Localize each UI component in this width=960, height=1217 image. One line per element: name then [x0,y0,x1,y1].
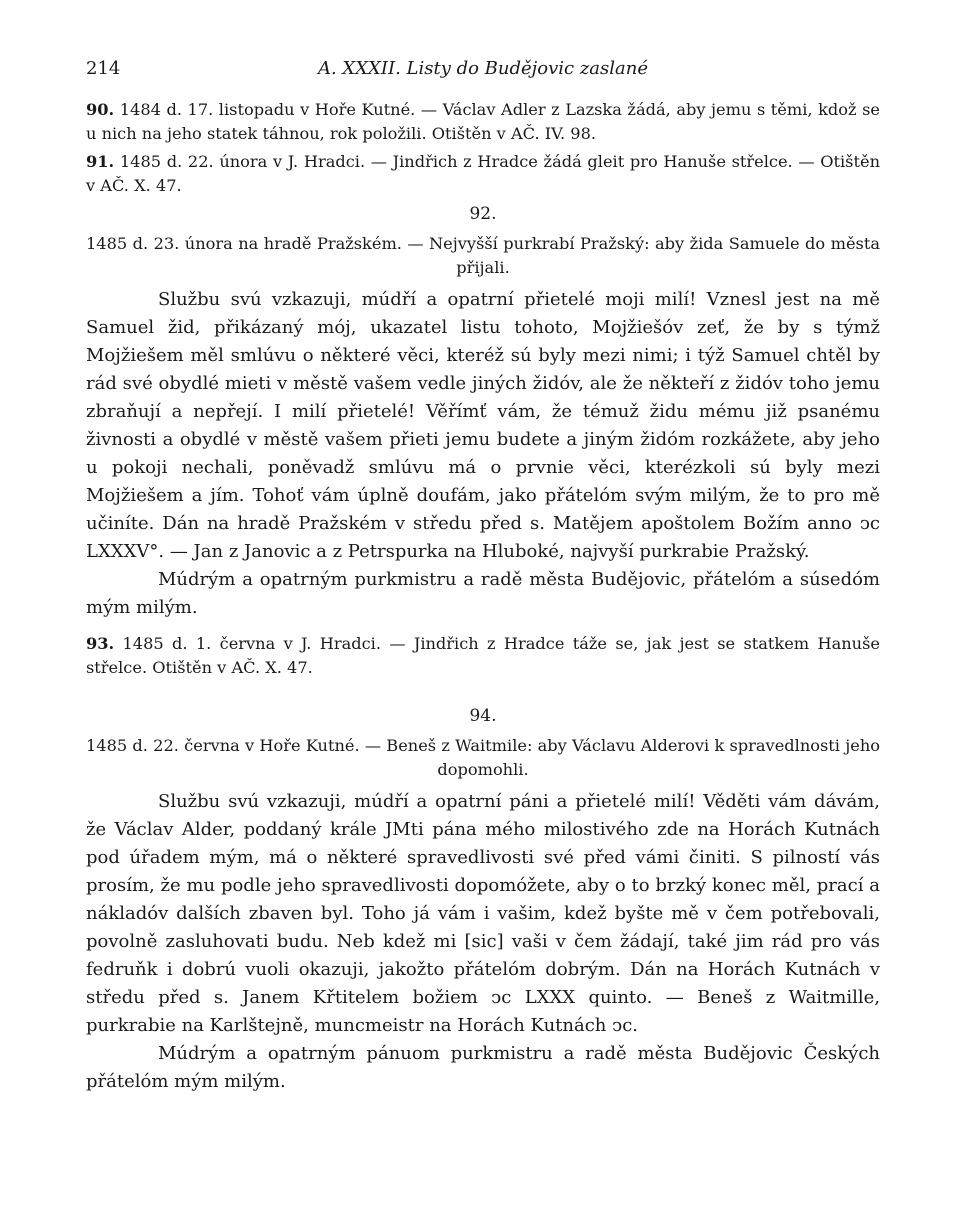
running-title: A. XXXII. Listy do Budějovic zaslané [317,58,649,79]
entry-number: 93. [86,634,115,653]
document-number-92: 92. [469,204,497,224]
entry-text: 1485 d. 22. února v J. Hradci. — Jindřich z Hradce žádá gleit pro Hanuše střelce. — Otištěn v AČ. X. 47. [86,152,880,195]
document-summary-94: 1485 d. 22. června v Hoře Kutné. — Beneš z Waitmile: aby Václavu Alderovi k spravedlnosti jeho dopomohli. [86,736,880,779]
entry-number: 90. [86,100,115,119]
document-body-94: Službu svú vzkazuji, múdří a opatrní páni a přietelé milí! Věděti vám dávám, že Václav Alder, poddaný krále JMti pána mého milostivého zde na Horách Kutnách pod úřadem mým, má o některé spravedlivosti své před vámi činiti. S pilností vás prosím, že mu podle jeho spravedlivosti dopomóžete, aby o to brzký konec měl, prací a nákladóv dalších zbaven byl. Toho já vám i vašim, kdež byšte mě v čem potřebovali, povolně zasluhovati budu. Neb kdež mi [sic] vaši v čem žádají, také jim rád pro vás fedruňk i dobrú vuoli okazuji, jakožto přátelóm dobrým. Dán na Horách Kutnách v středu před s. Janem Křtitelem božiem ↄc LXXX quinto. — Beneš z Waitmille, purkrabie na Karlštejně, muncmeistr na Horách Kutnách ↄc. [86,791,880,1036]
document-page [86,58,880,1106]
entry-93 [86,632,880,680]
page-header [86,58,880,98]
entry-91 [86,150,880,198]
entry-text: 1484 d. 17. listopadu v Hoře Kutné. — Václav Adler z Lazska žádá, aby jemu s těmi, kdož se u nich na jeho statek táhnou, rok položili. Otištěn v AČ. IV. 98. [86,100,880,143]
entry-text: 1485 d. 1. června v J. Hradci. — Jindřich z Hradce táže se, jak jest se statkem Hanuše střelce. Otištěn v AČ. X. 47. [86,634,880,677]
document-body-92: Službu svú vzkazuji, múdří a opatrní přietelé moji milí! Vznesl jest na mě Samuel žid, přikázaný mój, ukazatel listu tohoto, Mojžiešóv zeť, že by s týmž Mojžiešem měl smlúvu o některé věci, kteréž sú byly mezi nimi; i týž Samuel chtěl by rád své obydlé mieti v městě vašem vedle jiných židóv, ale že někteří z židóv toho jemu zbraňují a nepřejí. I milí přietelé! Věřímť vám, že témuž židu mému již psanému živnosti a obydlé v městě vašem přieti jemu budete a jiným židóm rozkážete, aby jeho u pokoji nechali, poněvadž smlúvu má o prvnie věci, kterézkoli sú byly mezi Mojžiešem a jím. Tohoť vám úplně doufám, jako přátelóm svým milým, že to pro mě učiníte. Dán na hradě Pražském v středu před s. Matějem apoštolem Božím anno ↄc LXXXV°. — Jan z Janovic a z Petrspurka na Hluboké, najvyší purkrabie Pražský. [86,289,880,562]
document-address-92: Múdrým a opatrným purkmistru a radě města Budějovic, přátelóm a súsedóm mým milým. [86,569,880,618]
document-number-94: 94. [469,706,497,726]
entry-number: 91. [86,152,115,171]
document-address-94: Múdrým a opatrným pánuom purkmistru a radě města Budějovic Českých přátelóm mým milým. [86,1043,880,1092]
page-number: 214 [86,58,121,79]
entry-90 [86,98,880,146]
document-summary-92: 1485 d. 23. února na hradě Pražském. — Nejvyšší purkrabí Pražský: aby žida Samuele do města přijali. [86,234,880,277]
